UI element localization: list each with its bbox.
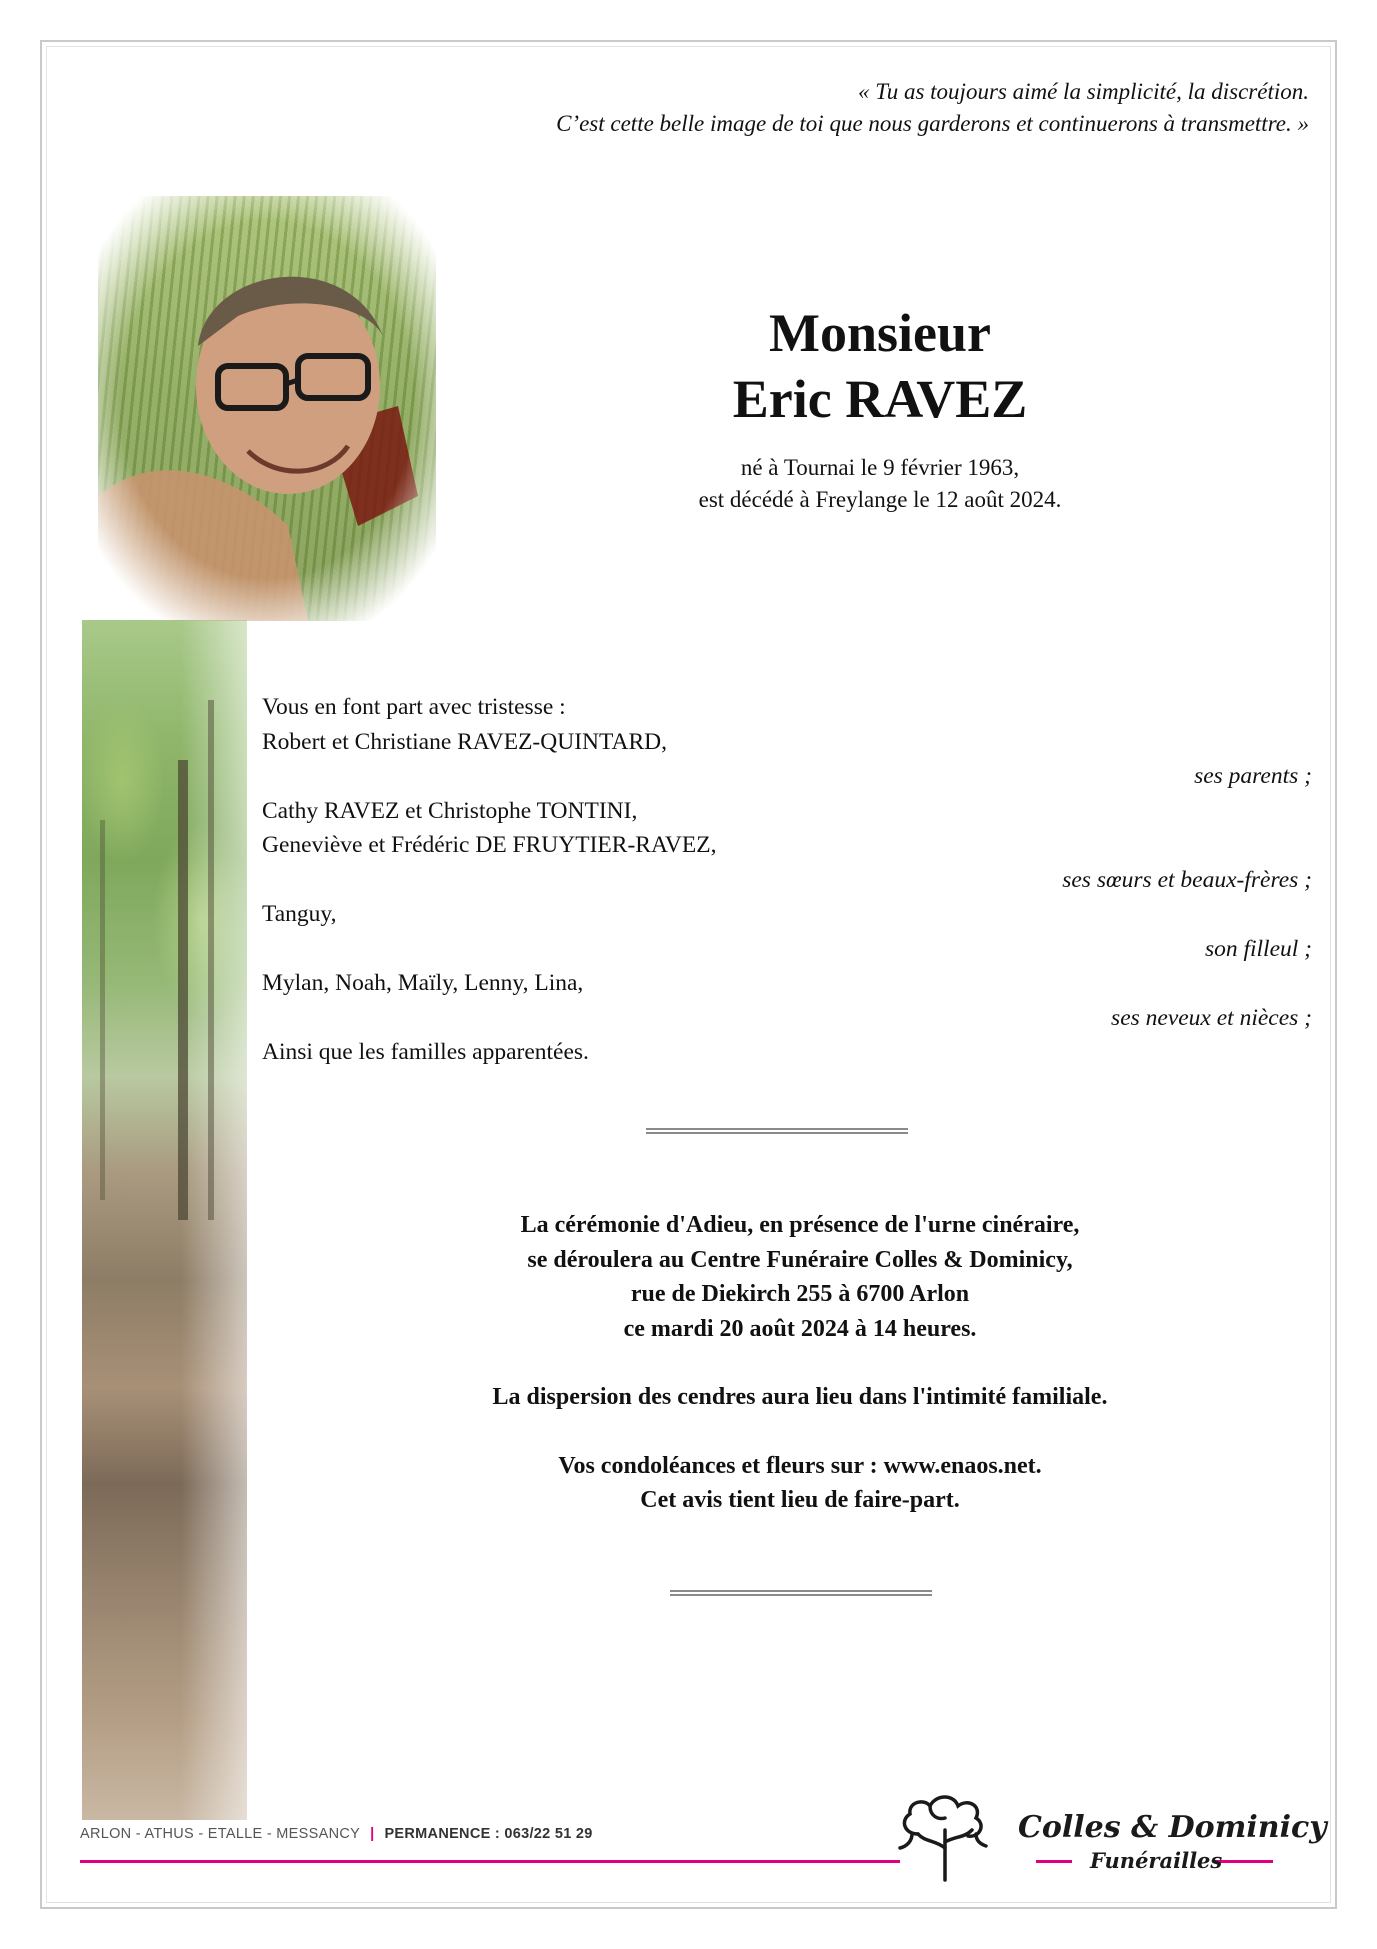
tree-trunk — [178, 760, 188, 1220]
quote-line-1: « Tu as toujours aimé la simplicité, la discrétion. — [857, 79, 1309, 104]
birth-line: né à Tournai le 9 février 1963, — [740, 455, 1020, 480]
epigraph-quote — [409, 76, 1309, 140]
deceased-name: Eric RAVEZ — [732, 369, 1028, 429]
family-godson: Tanguy, — [262, 901, 337, 927]
family-siblings-2: Geneviève et Frédéric DE FRUYTIER-RAVEZ, — [262, 832, 717, 858]
ceremony-address: rue de Diekirch 255 à 6700 Arlon — [630, 1281, 970, 1307]
family-announcement — [262, 690, 1312, 1070]
ceremony-line-1: La cérémonie d'Adieu, en présence de l'urne cinéraire, — [520, 1212, 1080, 1238]
family-nephews: Mylan, Noah, Maïly, Lenny, Lina, — [262, 970, 584, 996]
family-parents: Robert et Christiane RAVEZ-QUINTARD, — [262, 728, 667, 755]
tree-logo-icon — [890, 1790, 1000, 1882]
role-parents: ses parents ; — [1194, 763, 1312, 789]
role-godson: son filleul ; — [1204, 935, 1312, 962]
footer-contact — [80, 1826, 593, 1842]
footer-accent-line — [80, 1860, 900, 1863]
family-intro: Vous en font part avec tristesse : — [262, 694, 566, 720]
deceased-identity — [560, 300, 1200, 516]
notice-line: Cet avis tient lieu de faire-part. — [640, 1487, 960, 1513]
divider-top — [646, 1128, 908, 1134]
condolences-line: Vos condoléances et fleurs sur : www.enaos.net. — [558, 1452, 1042, 1479]
portrait-photo — [98, 196, 436, 621]
role-siblings: ses sœurs et beaux-frères ; — [1062, 866, 1312, 893]
tree-trunk — [100, 820, 105, 1200]
forest-path-image — [82, 620, 247, 1820]
family-closing: Ainsi que les familles apparentées. — [262, 1039, 589, 1065]
life-dates — [560, 452, 1200, 516]
brand-tagline: Funérailles — [1090, 1848, 1223, 1873]
brand-name: Colles & Dominicy — [1018, 1810, 1327, 1845]
portrait-figure — [98, 196, 436, 621]
role-nephews: ses neveux et nièces ; — [1111, 1004, 1312, 1031]
footer-separator: | — [370, 1826, 375, 1842]
ceremony-info — [330, 1208, 1270, 1346]
ceremony-date: ce mardi 20 août 2024 à 14 heures. — [623, 1315, 977, 1342]
footer-locations: ARLON - ATHUS - ETALLE - MESSANCY — [80, 1826, 361, 1842]
death-line: est décédé à Freylange le 12 août 2024. — [698, 487, 1062, 512]
ceremony-details — [330, 1208, 1270, 1518]
footer-accent-line-short — [1036, 1860, 1072, 1863]
footer-permanence: PERMANENCE : 063/22 51 29 — [384, 1826, 593, 1842]
honorific: Monsieur — [769, 303, 991, 363]
divider-bottom — [670, 1590, 932, 1596]
tree-trunk — [208, 700, 214, 1220]
quote-line-2: C’est cette belle image de toi que nous garderons et continuerons à transmettre. » — [556, 111, 1309, 136]
dispersion-note: La dispersion des cendres aura lieu dans l'intimité familiale. — [492, 1384, 1108, 1410]
ceremony-line-2: se déroulera au Centre Funéraire Colles & Dominicy, — [527, 1246, 1073, 1273]
family-siblings-1: Cathy RAVEZ et Christophe TONTINI, — [262, 797, 638, 824]
